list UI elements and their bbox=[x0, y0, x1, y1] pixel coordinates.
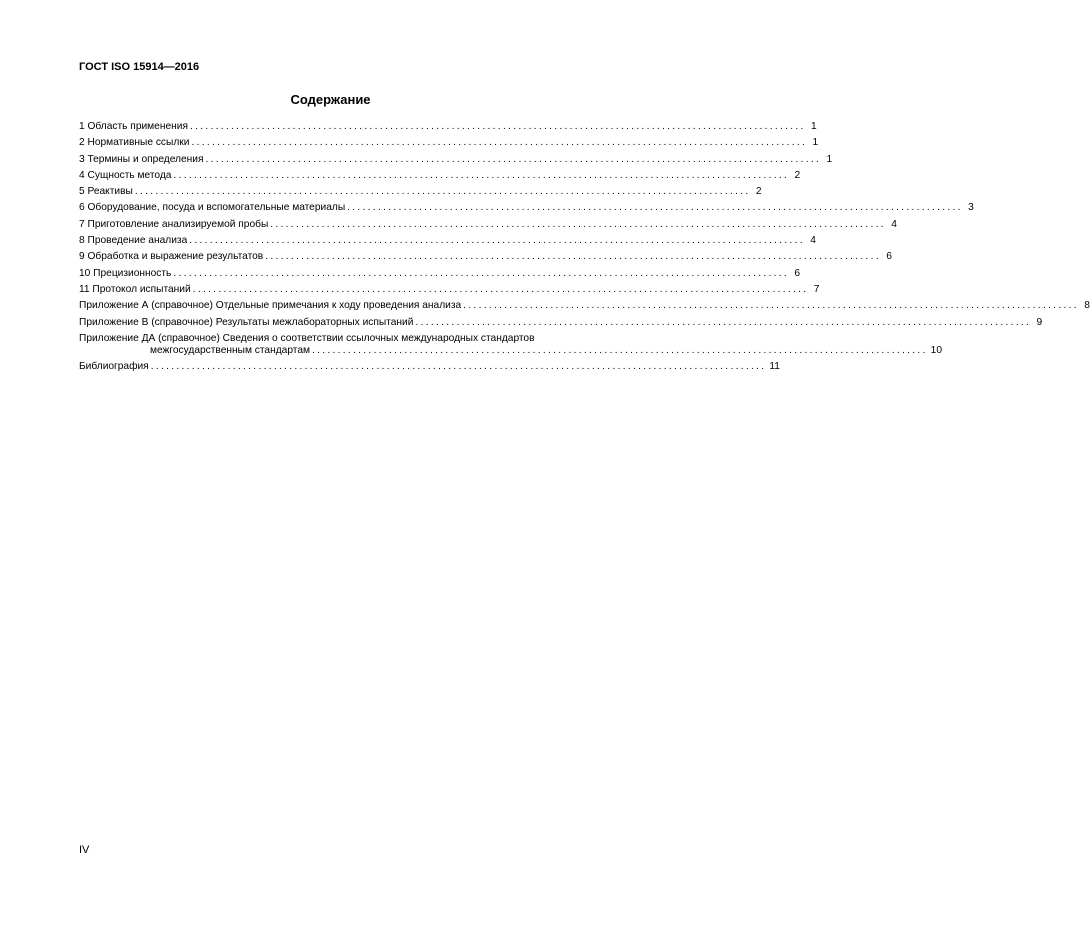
toc-entry-label: Приложение А (справочное) Отдельные примечания к ходу проведения анализа bbox=[79, 300, 462, 312]
table-of-contents bbox=[79, 121, 1090, 377]
toc-entry-2[interactable] bbox=[79, 137, 819, 153]
dot-leader: ........................................................................................................................ bbox=[205, 153, 822, 165]
dot-leader: ........................................................................................................................ bbox=[173, 267, 790, 279]
toc-entry-bibliography[interactable] bbox=[79, 360, 780, 377]
toc-entry-label: Приложение В (справочное) Результаты межлабораторных испытаний bbox=[79, 316, 414, 328]
toc-entry-page: 9 bbox=[1036, 316, 1043, 328]
toc-entry-page: 4 bbox=[891, 218, 897, 230]
dot-leader: ........................................................................................................................ bbox=[192, 283, 809, 295]
dot-leader: ........................................................................................................................ bbox=[270, 218, 886, 230]
toc-entry-label: 8 Проведение анализа bbox=[79, 235, 188, 247]
toc-entry-1[interactable] bbox=[79, 121, 817, 137]
toc-entry-page: 1 bbox=[810, 121, 817, 132]
toc-entry-page: 10 bbox=[930, 344, 942, 356]
toc-entry-annex-da[interactable] bbox=[79, 332, 942, 357]
toc-entry-page: 4 bbox=[810, 235, 816, 247]
toc-entry-3[interactable] bbox=[79, 153, 833, 170]
toc-entry-11[interactable] bbox=[79, 283, 820, 300]
toc-entry-8[interactable] bbox=[79, 235, 816, 251]
dot-leader: ........................................................................................................................ bbox=[189, 121, 806, 132]
dot-leader: ........................................................................................................................ bbox=[415, 316, 1032, 328]
toc-entry-9[interactable] bbox=[79, 251, 892, 267]
dot-leader: ........................................................................................................................ bbox=[191, 137, 808, 149]
page-number: IV bbox=[79, 844, 90, 856]
toc-entry-page: 11 bbox=[769, 360, 780, 372]
toc-entry-annex-b[interactable] bbox=[79, 316, 1043, 333]
dot-leader: ........................................................................................................................ bbox=[463, 300, 1079, 312]
toc-entry-label: 9 Обработка и выражение результатов bbox=[79, 251, 264, 263]
dot-leader: ........................................................................................................................ bbox=[347, 202, 963, 214]
toc-entry-label: 11 Протокол испытаний bbox=[79, 283, 191, 295]
toc-entry-label: 4 Сущность метода bbox=[79, 169, 172, 181]
toc-entry-label: 3 Термины и определения bbox=[79, 153, 204, 165]
toc-title: Содержание bbox=[290, 92, 371, 107]
toc-entry-label-line2: межгосударственным стандартам bbox=[150, 344, 310, 356]
dot-leader: ........................................................................................................................ bbox=[173, 169, 790, 181]
toc-entry-label: 1 Область применения bbox=[79, 121, 188, 132]
toc-entry-5[interactable] bbox=[79, 186, 762, 202]
dot-leader: ........................................................................................................................ bbox=[189, 235, 805, 247]
toc-entry-label: 6 Оборудование, посуда и вспомогательные материалы bbox=[79, 202, 346, 214]
toc-entry-label-line1: Приложение ДА (справочное) Сведения о соответствии ссылочных международных стандартов bbox=[79, 332, 535, 344]
toc-entry-page: 7 bbox=[813, 283, 820, 295]
document-code: ГОСТ ISO 15914—2016 bbox=[79, 61, 200, 73]
toc-entry-page: 6 bbox=[886, 251, 892, 263]
toc-entry-7[interactable] bbox=[79, 218, 897, 235]
toc-entry-label: 10 Прецизионность bbox=[79, 267, 172, 279]
toc-entry-annex-a[interactable] bbox=[79, 300, 1090, 316]
toc-entry-label: 7 Приготовление анализируемой пробы bbox=[79, 218, 269, 230]
toc-entry-page: 2 bbox=[794, 169, 801, 181]
toc-entry-10[interactable] bbox=[79, 267, 801, 284]
toc-entry-page: 1 bbox=[826, 153, 833, 165]
dot-leader: ........................................................................................................................ bbox=[150, 360, 767, 372]
toc-entry-4[interactable] bbox=[79, 169, 801, 186]
toc-entry-label: Библиография bbox=[79, 360, 149, 372]
dot-leader: ........................................................................................................................ bbox=[134, 186, 751, 198]
toc-entry-page: 6 bbox=[794, 267, 801, 279]
toc-entry-label: 5 Реактивы bbox=[79, 186, 133, 198]
toc-entry-page: 1 bbox=[812, 137, 819, 149]
toc-entry-page: 8 bbox=[1084, 300, 1090, 312]
toc-entry-6[interactable] bbox=[79, 202, 974, 218]
dot-leader: ........................................................................................................................ bbox=[312, 344, 928, 356]
toc-entry-page: 2 bbox=[755, 186, 762, 198]
dot-leader: ........................................................................................................................ bbox=[265, 251, 881, 263]
toc-entry-page: 3 bbox=[968, 202, 974, 214]
toc-entry-label: 2 Нормативные ссылки bbox=[79, 137, 190, 149]
